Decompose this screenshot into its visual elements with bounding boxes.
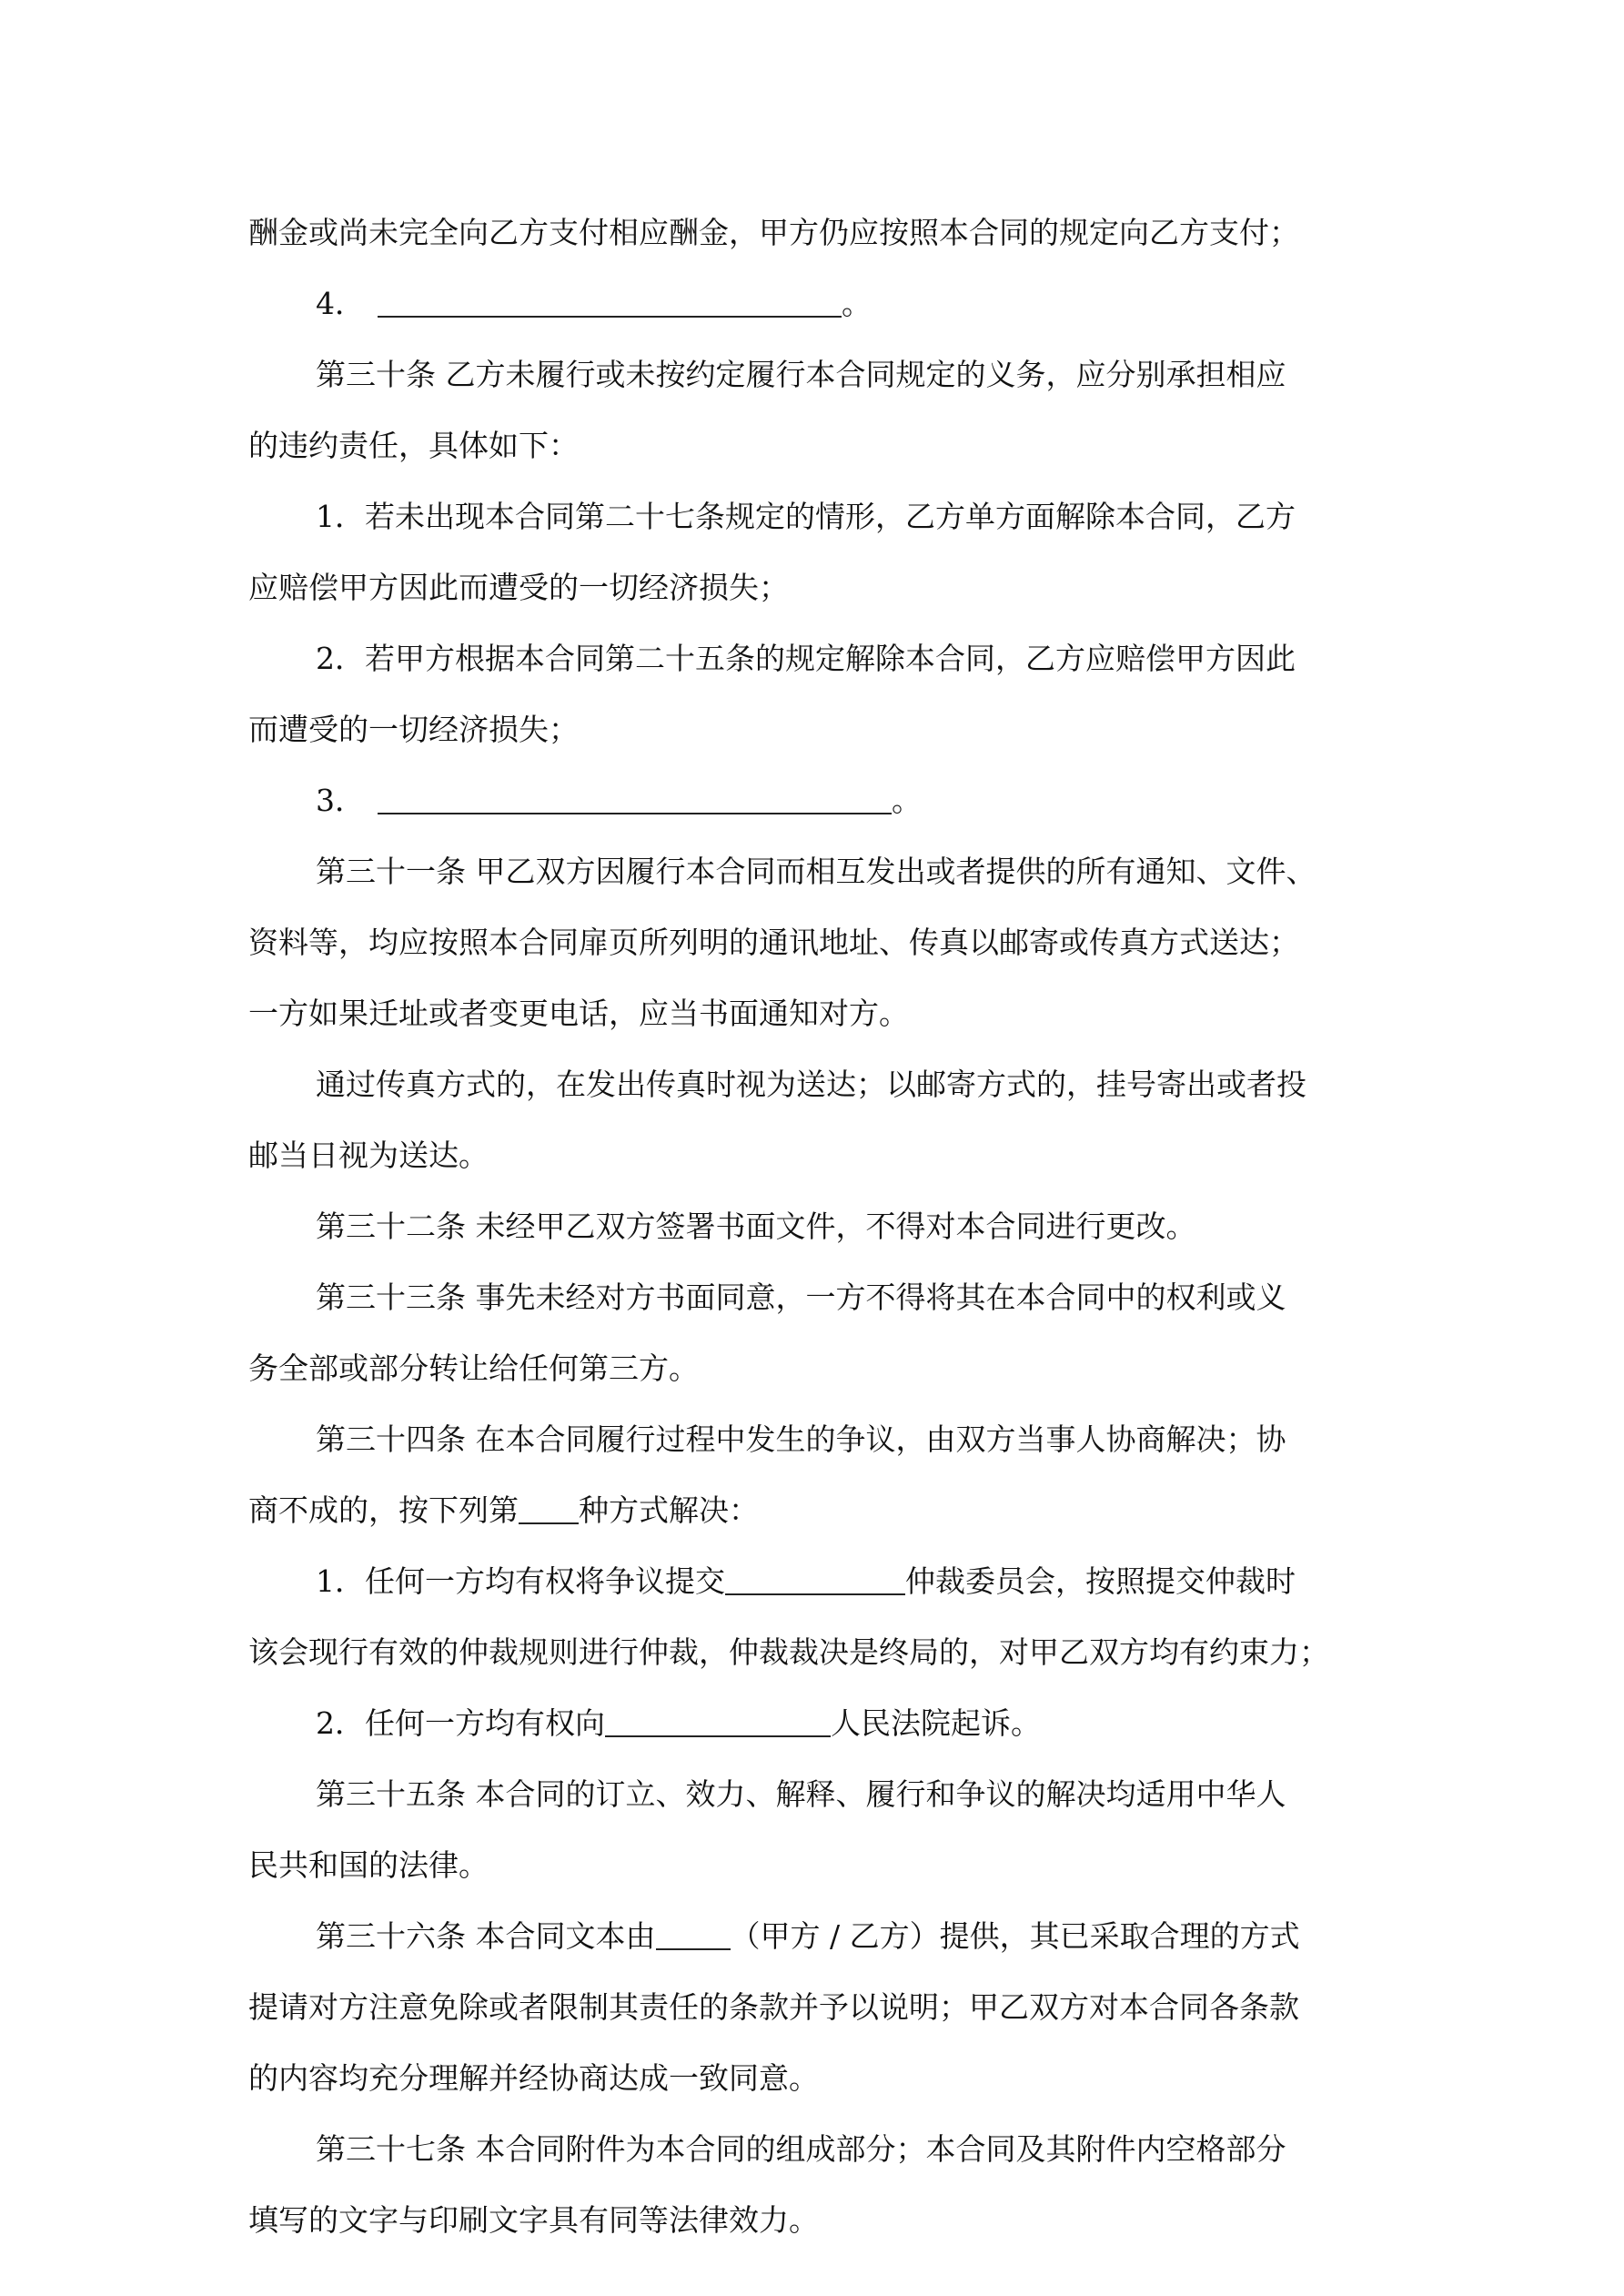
line-text: 第三十三条 事先未经对方书面同意，一方不得将其在本合同中的权利或义: [316, 1279, 1286, 1315]
article-36: [248, 1901, 1386, 1972]
clause-item-1: [248, 481, 1386, 552]
article-31: [248, 836, 1386, 907]
fill-blank[interactable]: [656, 1947, 731, 1950]
fill-blank[interactable]: [378, 812, 892, 814]
fill-blank[interactable]: [725, 1593, 905, 1595]
line-text: 一方如果迁址或者变更电话，应当书面通知对方。: [248, 996, 909, 1031]
paragraph-line: [248, 1475, 1386, 1546]
line-text: 的违约责任，具体如下：: [248, 428, 579, 463]
fill-blank[interactable]: [519, 1522, 579, 1524]
paragraph-line: [248, 978, 1386, 1049]
article-34: [248, 1404, 1386, 1475]
paragraph-line: [248, 1617, 1386, 1688]
line-text: 酬金或尚未完全向乙方支付相应酬金，甲方仍应按照本合同的规定向乙方支付；: [248, 215, 1299, 250]
item-tail: 。: [892, 783, 922, 818]
line-text: 商不成的，按下列第: [248, 1492, 519, 1528]
paragraph-line: [248, 410, 1386, 481]
line-text: 第三十一条 甲乙双方因履行本合同而相互发出或者提供的所有通知、文件、: [316, 854, 1316, 889]
item-number: 4．: [316, 286, 365, 321]
item-number: 3．: [316, 783, 365, 818]
line-text: 填写的文字与印刷文字具有同等法律效力。: [248, 2202, 819, 2238]
line-text: 民共和国的法律。: [248, 1847, 489, 1883]
clause-item-2: [248, 623, 1386, 694]
article-30: [248, 339, 1386, 410]
paragraph-line: [248, 2043, 1386, 2114]
line-text: 通过传真方式的，在发出传真时视为送达；以邮寄方式的，挂号寄出或者投: [316, 1067, 1306, 1102]
paragraph-line: [248, 197, 1386, 268]
line-text: 种方式解决：: [579, 1492, 759, 1528]
line-text: 2．任何一方均有权向: [316, 1705, 605, 1741]
paragraph-line: [248, 694, 1386, 765]
paragraph-line: [248, 1830, 1386, 1901]
line-text: 邮当日视为送达。: [248, 1138, 489, 1173]
fill-blank[interactable]: [378, 315, 842, 318]
line-text: 提请对方注意免除或者限制其责任的条款并予以说明；甲乙双方对本合同各条款: [248, 1989, 1299, 2025]
line-text: 1．若未出现本合同第二十七条规定的情形，乙方单方面解除本合同，乙方: [316, 499, 1296, 534]
line-text: 2．若甲方根据本合同第二十五条的规定解除本合同，乙方应赔偿甲方因此: [316, 641, 1296, 676]
line-text: 资料等，均应按照本合同扉页所列明的通讯地址、传真以邮寄或传真方式送达；: [248, 925, 1299, 960]
paragraph-line: [248, 907, 1386, 978]
article-35: [248, 1759, 1386, 1830]
paragraph-line: [248, 552, 1386, 623]
line-text: 务全部或部分转让给任何第三方。: [248, 1350, 699, 1386]
line-text: 第三十二条 未经甲乙双方签署书面文件，不得对本合同进行更改。: [316, 1209, 1196, 1244]
paragraph-line: [248, 1972, 1386, 2043]
line-text: 1．任何一方均有权将争议提交: [316, 1563, 725, 1599]
paragraph-line: [248, 1120, 1386, 1191]
contract-page: [248, 197, 1386, 2256]
line-text: 第三十四条 在本合同履行过程中发生的争议，由双方当事人协商解决；协: [316, 1421, 1286, 1457]
fill-blank[interactable]: [605, 1735, 831, 1737]
line-text: 而遭受的一切经济损失；: [248, 712, 579, 747]
article-32: [248, 1191, 1386, 1262]
line-text: 第三十七条 本合同附件为本合同的组成部分；本合同及其附件内空格部分: [316, 2131, 1286, 2167]
line-text: 该会现行有效的仲裁规则进行仲裁，仲裁裁决是终局的，对甲乙双方均有约束力；: [248, 1634, 1329, 1670]
line-text: 第三十条 乙方未履行或未按约定履行本合同规定的义务，应分别承担相应: [316, 357, 1286, 392]
clause-item-4: [248, 268, 1386, 339]
article-37: [248, 2114, 1386, 2185]
paragraph-line: [248, 1333, 1386, 1404]
line-text: 人民法院起诉。: [831, 1705, 1041, 1741]
line-text: 的内容均充分理解并经协商达成一致同意。: [248, 2060, 819, 2096]
line-text: 应赔偿甲方因此而遭受的一切经济损失；: [248, 570, 789, 605]
article-33: [248, 1262, 1386, 1333]
line-text: 仲裁委员会，按照提交仲裁时: [905, 1563, 1296, 1599]
clause-item-3: [248, 765, 1386, 836]
item-tail: 。: [842, 286, 872, 321]
line-text: （甲方 / 乙方）提供，其已采取合理的方式: [730, 1918, 1300, 1954]
paragraph-line: [248, 2185, 1386, 2256]
dispute-option-2: [248, 1688, 1386, 1759]
line-text: 第三十五条 本合同的订立、效力、解释、履行和争议的解决均适用中华人: [316, 1776, 1286, 1812]
dispute-option-1: [248, 1546, 1386, 1617]
line-text: 第三十六条 本合同文本由: [316, 1918, 656, 1954]
paragraph-line: [248, 1049, 1386, 1120]
